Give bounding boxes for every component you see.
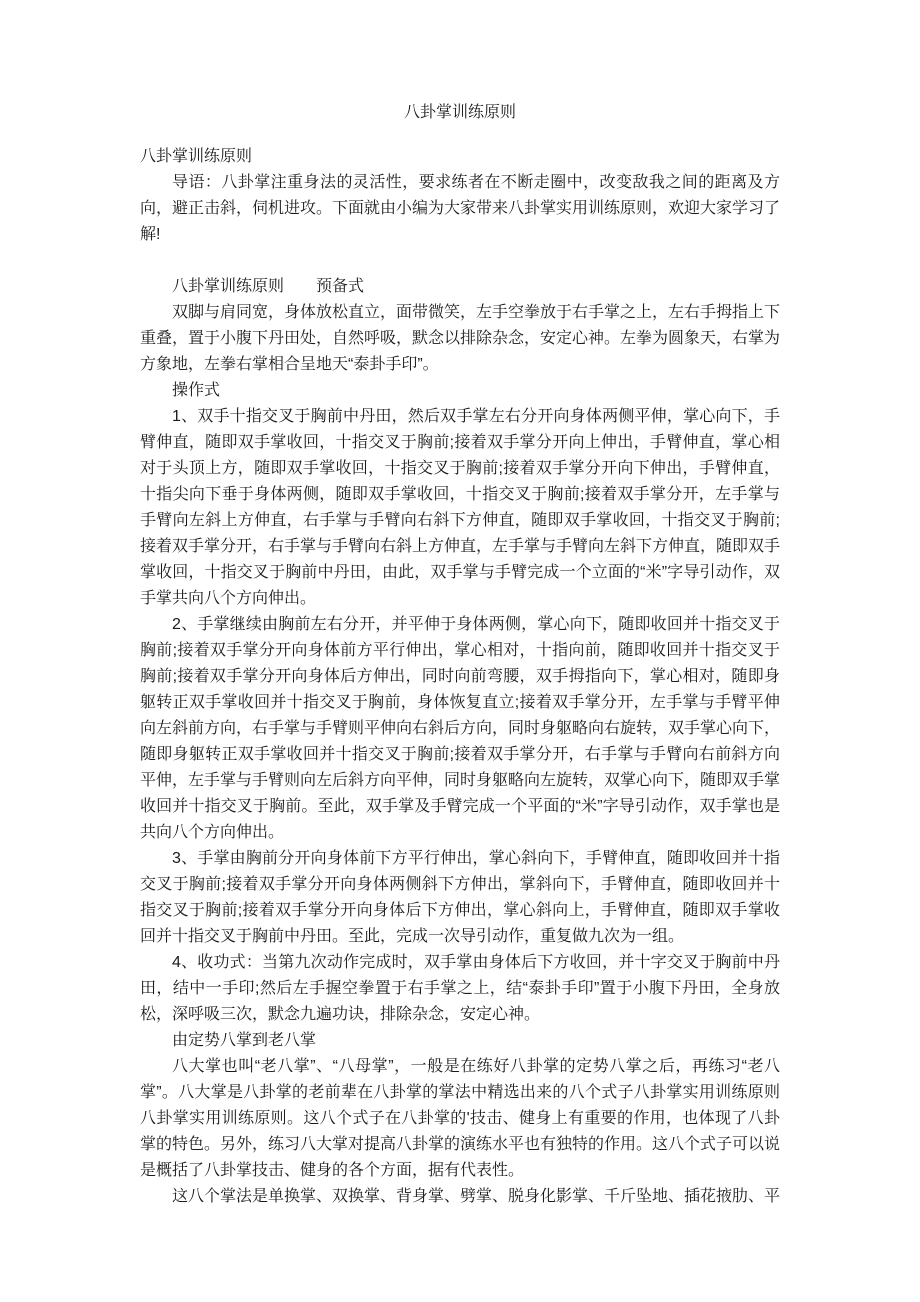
paragraph-step-3: 3、手掌由胸前分开向身体前下方平行伸出，掌心斜向下，手臂伸直，随即收回并十指交叉于胸前;接着双手掌分开向身体两侧斜下方伸出，掌斜向下，手臂伸直，随即收回并十指交叉于胸前;接着双手掌分开向身体后下方伸出，掌心斜向上，手臂伸直，随即双手掌收回并十指交叉于胸前中丹田。至此，完成一次导引动作，重复做九次为一组。: [140, 850, 780, 945]
paragraph-step-4: 4、收功式：当第九次动作完成时，双手掌由身体后下方收回，并十字交叉于胸前中丹田，结中一手印;然后左手握空拳置于右手掌之上，结“泰卦手印”置于小腹下丹田，全身放松，深呼吸三次，默念九遍功诀，排除杂念，安定心神。: [140, 954, 780, 1023]
paragraph-heading-repeat: 八卦掌训练原则: [140, 148, 253, 165]
paragraph-section-operation: 操作式: [172, 382, 221, 399]
paragraph-blank: [140, 248, 780, 274]
paragraph-section-eight-palms: 由定势八掌到老八掌: [172, 1032, 317, 1049]
paragraph-step-1: 1、双手十指交叉于胸前中丹田，然后双手掌左右分开向身体两侧平伸，掌心向下，手臂伸直，随即双手掌收回，十指交叉于胸前;接着双手掌分开向上伸出，手臂伸直，掌心相对于头顶上方，随即双手掌收回，十指交叉于胸前;接着双手掌分开向下伸出，手臂伸直，十指尖向下垂于身体两侧，随即双手掌收回，十指交叉于胸前;接着双手掌分开，左手掌与手臂向左斜上方伸直，右手掌与手臂向右斜下方伸直，随即双手掌收回，十指交叉于胸前;接着双手掌分开，右手掌与手臂向右斜上方伸直，左手掌与手臂向左斜下方伸直，随即双手掌收回，十指交叉于胸前中丹田，由此，双手掌与手臂完成一个立面的“米”字导引动作，双手掌共向八个方向伸出。: [140, 408, 781, 607]
paragraph-section-preparation: 八卦掌训练原则 预备式: [172, 278, 365, 295]
paragraph-step-2: 2、手掌继续由胸前左右分开，并平伸于身体两侧，掌心向下，随即收回并十指交叉于胸前;接着双手掌分开向身体前方平行伸出，掌心相对，十指向前，随即收回并十指交叉于胸前;接着双手掌分开向身体后方伸出，同时向前弯腰，双手拇指向下，掌心相对，随即身躯转正双手掌收回并十指交叉于胸前，身体恢复直立;接着双手掌分开，左手掌与手臂平伸向左斜前方向，右手掌与手臂则平伸向右斜后方向，同时身躯略向右旋转，双手掌心向下，随即身躯转正双手掌收回并十指交叉于胸前;接着双手掌分开，右手掌与手臂向右前斜方向平伸，左手掌与手臂则向左后斜方向平伸，同时身躯略向左旋转，双掌心向下，随即双手掌收回并十指交叉于胸前。至此，双手掌及手臂完成一个平面的“米”字导引动作，双手掌也是共向八个方向伸出。: [140, 616, 781, 841]
paragraph-eight-palms-body: 八大掌也叫“老八掌”、“八母掌”，一般是在练好八卦掌的定势八掌之后，再练习“老八掌”。八大掌是八卦掌的老前辈在八卦掌的掌法中精选出来的八个式子八卦掌实用训练原则八卦掌实用训练原则。这八个式子在八卦掌的'技击、健身上有重要的作用，也体现了八卦掌的特色。另外，练习八大掌对提高八卦掌的演练水平也有独特的作用。这八个式子可以说是概括了八卦掌技击、健身的各个方面，据有代表性。: [140, 1058, 781, 1179]
document-body: [140, 144, 780, 1210]
paragraph-eight-palms-list: 这八个掌法是单换掌、双换掌、背身掌、劈掌、脱身化影掌、千斤坠地、插花掖肋、平: [172, 1188, 781, 1205]
document-title: 八卦掌训练原则: [403, 104, 516, 121]
paragraph-preparation-body: 双脚与肩同宽，身体放松直立，面带微笑，左手空拳放于右手掌之上，左右手拇指上下重叠，置于小腹下丹田处，自然呼吸，默念以排除杂念，安定心神。左拳为圆象天，右掌为方象地，左拳右掌相合呈地天“泰卦手印”。: [140, 304, 781, 373]
paragraph-lead: 导语：八卦掌注重身法的灵活性，要求练者在不断走圈中，改变敌我之间的距离及方向，避正击斜，伺机进攻。下面就由小编为大家带来八卦掌实用训练原则，欢迎大家学习了解!: [140, 174, 781, 243]
